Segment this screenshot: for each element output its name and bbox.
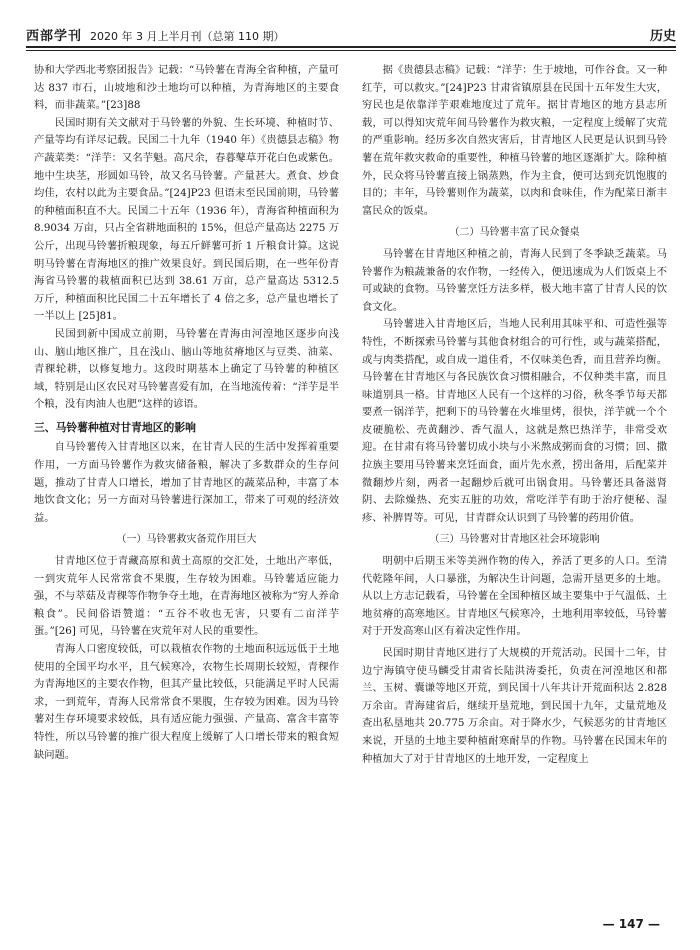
paragraph: 民国时期有关文献对于马铃薯的外貌、生长环境、种植时节、产量等均有详尽记载。民国二十九年（1940 年）《贵德县志稿》物产蔬菜类：“洋芋：又名芋魁。高尺余，春暮鼕草开花白色或紫色。地中生块茎，形圆如马铃，故又名马铃薯。产量甚大。煮食、炒食均佳，农村以此为主要食品。”[24]P23 但语末至民国前期，马铃薯的种植面积直不大。民国二十五年（1936 年），青海省种植面积为 8.9034 万亩，只占全省耕地面积的 15%，但总产量高达 2275 万公斤，出现马铃薯折粮现象，每五斤鲜薯可折 1 斤粮食计算。这说明马铃薯在青海地区的推广效果良好。到民国后期，在一些年份青海省马铃薯的栽植面积已达到 38.61 万亩，总产量高达 5312.5 万斤，种植面积比民国二十五年增长了 4 倍之多，总产量也增长了一半以上 [25]81。	[34, 116, 339, 323]
section-heading: 三、马铃薯种植对甘青地区的影响	[34, 420, 196, 434]
page-header	[26, 18, 676, 44]
section-title: 历史	[649, 29, 676, 44]
header-rule-thick	[26, 46, 676, 48]
issue-info: 2020 年 3 月上半月刊（总第 110 期）	[90, 30, 285, 43]
section-heading: （二）马铃薯丰富了民众餐桌	[449, 227, 580, 239]
paragraph: 甘青地区位于青藏高原和黄土高原的交汇处，土地出产率低，一到灾荒年人民常常食不果腹，生存较为困难。马铃薯适应能力强，不与萃菇及青稞等作物争夺土地，在青海地区被称为“穷人养命粮食”。民间俗语赞道：“五谷不收也无害，只要有二亩洋芋蛋。”[26] 可见，马铃薯在灾荒年对人民的重要性。	[34, 555, 339, 638]
section-heading: （三）马铃薯对甘青地区社会环境影响	[429, 534, 600, 546]
right-column	[362, 62, 667, 768]
header-rule-thin	[26, 50, 676, 51]
page-number: — 147 —	[602, 917, 660, 931]
journal-logo: 西部学刊	[26, 29, 83, 44]
section-heading: （一）马铃薯救灾备荒作用巨大	[116, 534, 257, 546]
left-column	[34, 62, 339, 764]
paragraph: 协和大学西北考察团报告》记载：“马铃薯在青海全省种植，产量可达 837 市石，山坡地和沙土地均可以种植，为青海地区的主要食料，而非蔬菜。”[23]88	[34, 64, 339, 112]
paragraph: 民国时期甘青地区进行了大规模的开荒活动。民国十二年，甘边宁海镇守使马麟受甘肃省长陆洪涛委托，负责在河湟地区和都兰、玉树、囊谦等地区开荒，到民国十八年共计开荒面积达 2.828 万余亩。青海建省后，继续开垦荒地，到民国十九年，丈量荒地及查出私垦地共 20.775 万余亩。对于降水少，气候恶劣的甘青地区来说，开垦的土地主要种植耐寒耐旱的作物。马铃薯在民国末年的种植加大了对于甘青地区的土地开发，一定程度上	[362, 647, 667, 765]
paragraph: 马铃薯进入甘青地区后，当地人民利用其味平和、可造性强等特性，不断探索马铃薯与其他食材组合的可行性，或与蔬菜搭配，或与肉类搭配，或自成一道佳肴，不仅味美色香，而且营养均衡。马铃薯在甘青地区与各民族饮食习惯相融合，不仅种类丰富，而且味道别具一格。甘青地区人民有一个这样的习俗，秋冬季节每天都要煮一锅洋芋，把剩下的马铃薯在火堆里烤，很快，洋芋就一个个皮硬脆松、壳黄翻沙、香气温人，这就是熬巴热洋芋，非常受欢迎。在甘肃有将马铃薯切成小块与小米熬成粥而食的习惯；回、撒拉族主要用马铃薯来烹饪面食，面片先水煮，捞出备用，后配菜并微翻炒片刻，两者一起翻炒后就可出锅食用。马铃薯还具备滋肾阴、去除燥热、充实五脏的功效，常吃洋芋有助于治疗便秘、湿疹、补脾胃等。可见，甘青群众认识到了马铃薯的药用价值。	[362, 318, 667, 524]
paragraph: 青海人口密度较低，可以栽植农作物的土地面积远远低于土地使用的全国平均水平，且气候寒冷，农物生长周期长较短，青稞作为青海地区的主要农作物，但其产量比较低，只能满足平时人民需求，一到荒年，青海人民常常食不果腹，生存较为困难。因为马铃薯对生存环境要求较低，具有适应能力强强、产量高、富含丰富等特性，所以马铃薯的推广很大程度上缓解了人口增长带来的粮食短缺问题。	[34, 643, 339, 761]
paragraph: 自马铃薯传入甘青地区以来，在甘青人民的生活中发挥着重要作用，一方面马铃薯作为救灾储备粮，解决了多数群众的生存问题，推动了甘青人口增长，增加了甘青地区的蔬菜品种，丰富了本地饮食文化；另一方面对马铃薯进行深加工，带来了可观的经济效益。	[34, 441, 339, 524]
paragraph: 民国到新中国成立前期，马铃薯在青海由河湟地区逐步向浅山、脑山地区推广，且在浅山、脑山等地贫瘠地区与豆类、油菜、青稞轮耕，以修复地力。这段时期基本上确定了马铃薯的种植区域，特别是山区农民对马铃薯喜爱有加，在当地流传着：“洋芋是半个粮，没有肉油人也肥”这样的谚语。	[34, 327, 339, 411]
paragraph: 据《贵德县志稿》记载：“洋芋：生于坡地，可作谷食。又一种红芋，可以救灾。”[24]P23 甘肃省镇原县在民国十五年发生大灾，穷民也是依靠洋芋艰难地度过了荒年。据甘青地区的地方县志所载，可以得知灾荒年间马铃薯作为救灾粮，一定程度上缓解了灾荒的严重影响。经历多次自然灾害后，甘青地区人民更是认识到马铃薯在荒年救灾救命的重要性，种植马铃薯的地区逐渐扩大。除种植外，民众将马铃薯直接上锅蒸熟，作为主食，便可达到充饥饱腹的目的；丰年，马铃薯则作为蔬菜，以肉和食味佳，作为配菜日渐丰富民众的饭桌。	[362, 64, 667, 217]
paragraph: 马铃薯在甘青地区种植之前，青海人民到了冬季缺乏蔬菜。马铃薯作为粮蔬兼备的农作物，一经传入，便迅速成为人们饭桌上不可或缺的食物。马铃薯烹饪方法多样，极大地丰富了甘青人民的饮食文化。	[362, 247, 667, 313]
paragraph: 明朝中后期玉米等美洲作物的传入，养活了更多的人口。至清代乾隆年间，人口暴涨，为解决生计问题，急需开垦更多的土地。从以上方志记载看，马铃薯在全国种植区域主要集中于气温低、土地贫瘠的高寒地区。甘青地区气候寒冷，土地利用率较低，马铃薯对于开发高寒山区有着决定性作用。	[362, 555, 667, 638]
